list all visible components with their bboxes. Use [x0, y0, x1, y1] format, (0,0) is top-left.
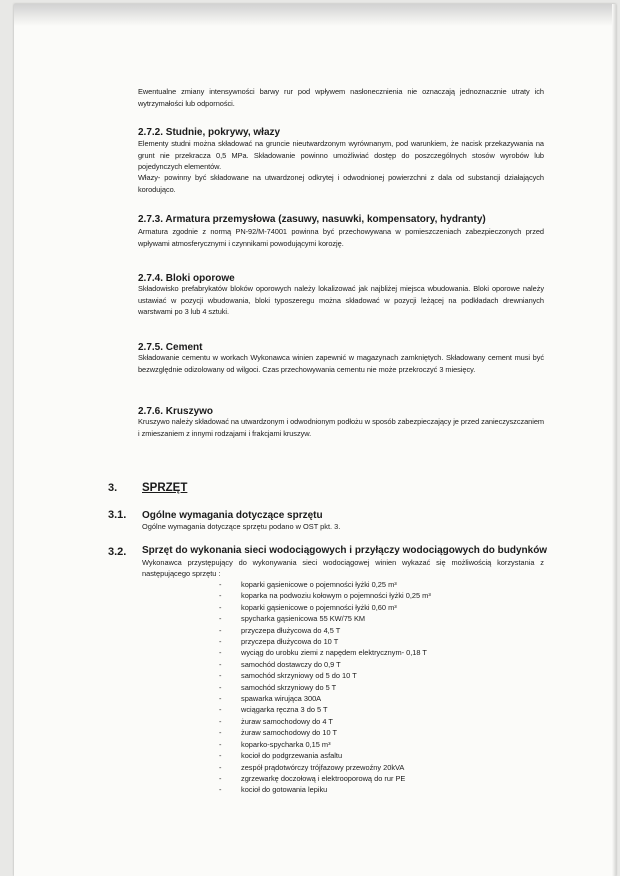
list-item: - żuraw samochodowy do 4 T	[219, 716, 333, 726]
subsection-3-2-number: 3.2.	[108, 546, 127, 558]
subsection-3-1-title: Ogólne wymagania dotyczące sprzętu	[142, 510, 323, 521]
list-item: - zespół prądotwórczy trójfazowy przewoźny 20kVA	[219, 762, 405, 772]
paragraph-2-7-6: Kruszywo należy składować na utwardzonym i odwodnionym podłożu w sposób zabezpieczający je przed zanieczyszczaniem i zmieszaniem z innymi rodzajami i frakcjami kruszyw.	[138, 417, 544, 438]
chapter-title: SPRZĘT	[142, 482, 188, 494]
list-item: - koparka na podwoziu kołowym o pojemności łyżki 0,25 m³	[219, 591, 431, 601]
list-item: - samochód dostawczy do 0,9 T	[219, 659, 341, 669]
list-item: - kocioł do gotowania lepiku	[219, 785, 328, 795]
heading-2-7-6: 2.7.6. Kruszywo	[138, 406, 214, 417]
subsection-3-2-title: Sprzęt do wykonania sieci wodociągowych i przyłączy wodociągowych do budynków	[142, 545, 548, 556]
paragraph-2-7-4: Składowisko prefabrykatów bloków oporowych należy lokalizować jak najbliżej miejsca wbudowania. Bloki oporowe należy ustawiać w pozycji wbudowania, bloki typoszeregu można składować w pozycji leżącej na podkładach drewnianych warstwami po 3 lub 4 sztuki.	[138, 284, 544, 317]
paragraph-2-7-3: Armatura zgodnie z normą PN-92/M-74001 powinna być przechowywana w pomieszczeniach zabezpieczonych przed wpływami atmosferycznymi i czynnikami powodującymi korozję.	[138, 227, 544, 248]
paragraph-2-7-5: Składowanie cementu w workach Wykonawca winien zapewnić w magazynach zamkniętych. Składowany cement musi być bezwzględnie odizolowany od wilgoci. Czas przechowywania cementu nie może przekroczyć 3 miesięcy.	[138, 353, 544, 374]
list-item: - koparki gąsienicowe o pojemności łyżki 0,60 m³	[219, 602, 397, 612]
heading-2-7-3: 2.7.3. Armatura przemysłowa (zasuwy, nasuwki, kompensatory, hydranty)	[138, 214, 486, 225]
list-item: - wciągarka ręczna 3 do 5 T	[219, 705, 328, 715]
list-item: - żuraw samochodowy do 10 T	[219, 728, 337, 738]
list-item: - spawarka wirująca 300A	[219, 694, 322, 704]
equipment-list	[219, 579, 519, 796]
subsection-3-2-text: Wykonawca przystępujący do wykonywania sieci wodociągowej winien wykazać się możliwością korzystania z następującego sprzętu :	[142, 558, 544, 578]
list-item: - zgrzewarkę doczołową i elektrooporową do rur PE	[219, 773, 406, 783]
list-item: - wyciąg do urobku ziemi z napędem elektrycznym- 0,18 T	[219, 648, 427, 658]
scan-shadow-right	[612, 4, 616, 876]
intro-paragraph: Ewentualne zmiany intensywności barwy rur pod wpływem nasłonecznienia nie oznaczają jednoznacznie utraty ich wytrzymałości lub odporności.	[138, 87, 544, 108]
list-item: - kocioł do podgrzewania asfaltu	[219, 751, 343, 761]
document-page	[14, 4, 616, 876]
scan-shadow-top	[14, 4, 616, 26]
heading-2-7-2: 2.7.2. Studnie, pokrywy, włazy	[138, 127, 281, 138]
list-item: - przyczepa dłużycowa do 10 T	[219, 637, 339, 647]
list-item: - spycharka gąsienicowa 55 KW/75 KM	[219, 614, 366, 624]
list-item: - koparki gąsienicowe o pojemności łyżki 0,25 m³	[219, 580, 397, 589]
subsection-3-1-text: Ogólne wymagania dotyczące sprzętu podano w OST pkt. 3.	[142, 522, 341, 531]
list-item: - samochód skrzyniowy do 5 T	[219, 682, 337, 692]
paragraph-2-7-2: Elementy studni można składować na gruncie nieutwardzonym wyrównanym, pod warunkiem, że nacisk przekazywania na grunt nie przekracza 0,5 MPa. Składowanie powinno umożliwiać dostęp do poszczególnych stosów wyrobów lub pojedynczych elementów.	[138, 139, 544, 172]
paragraph-2-7-2-wlazy: Włazy- powinny być składowane na utwardzonej odkrytej i odwodnionej powierzchni z dala od substancji działających korodująco.	[138, 173, 544, 194]
heading-2-7-5: 2.7.5. Cement	[138, 342, 203, 353]
chapter-number: 3.	[108, 482, 118, 494]
subsection-3-1-number: 3.1.	[108, 509, 127, 521]
list-item: - samochód skrzyniowy od 5 do 10 T	[219, 671, 357, 681]
list-item: - koparko-spycharka 0,15 m³	[219, 739, 331, 749]
list-item: - przyczepa dłużycowa do 4,5 T	[219, 625, 341, 635]
heading-2-7-4: 2.7.4. Bloki oporowe	[138, 273, 235, 284]
